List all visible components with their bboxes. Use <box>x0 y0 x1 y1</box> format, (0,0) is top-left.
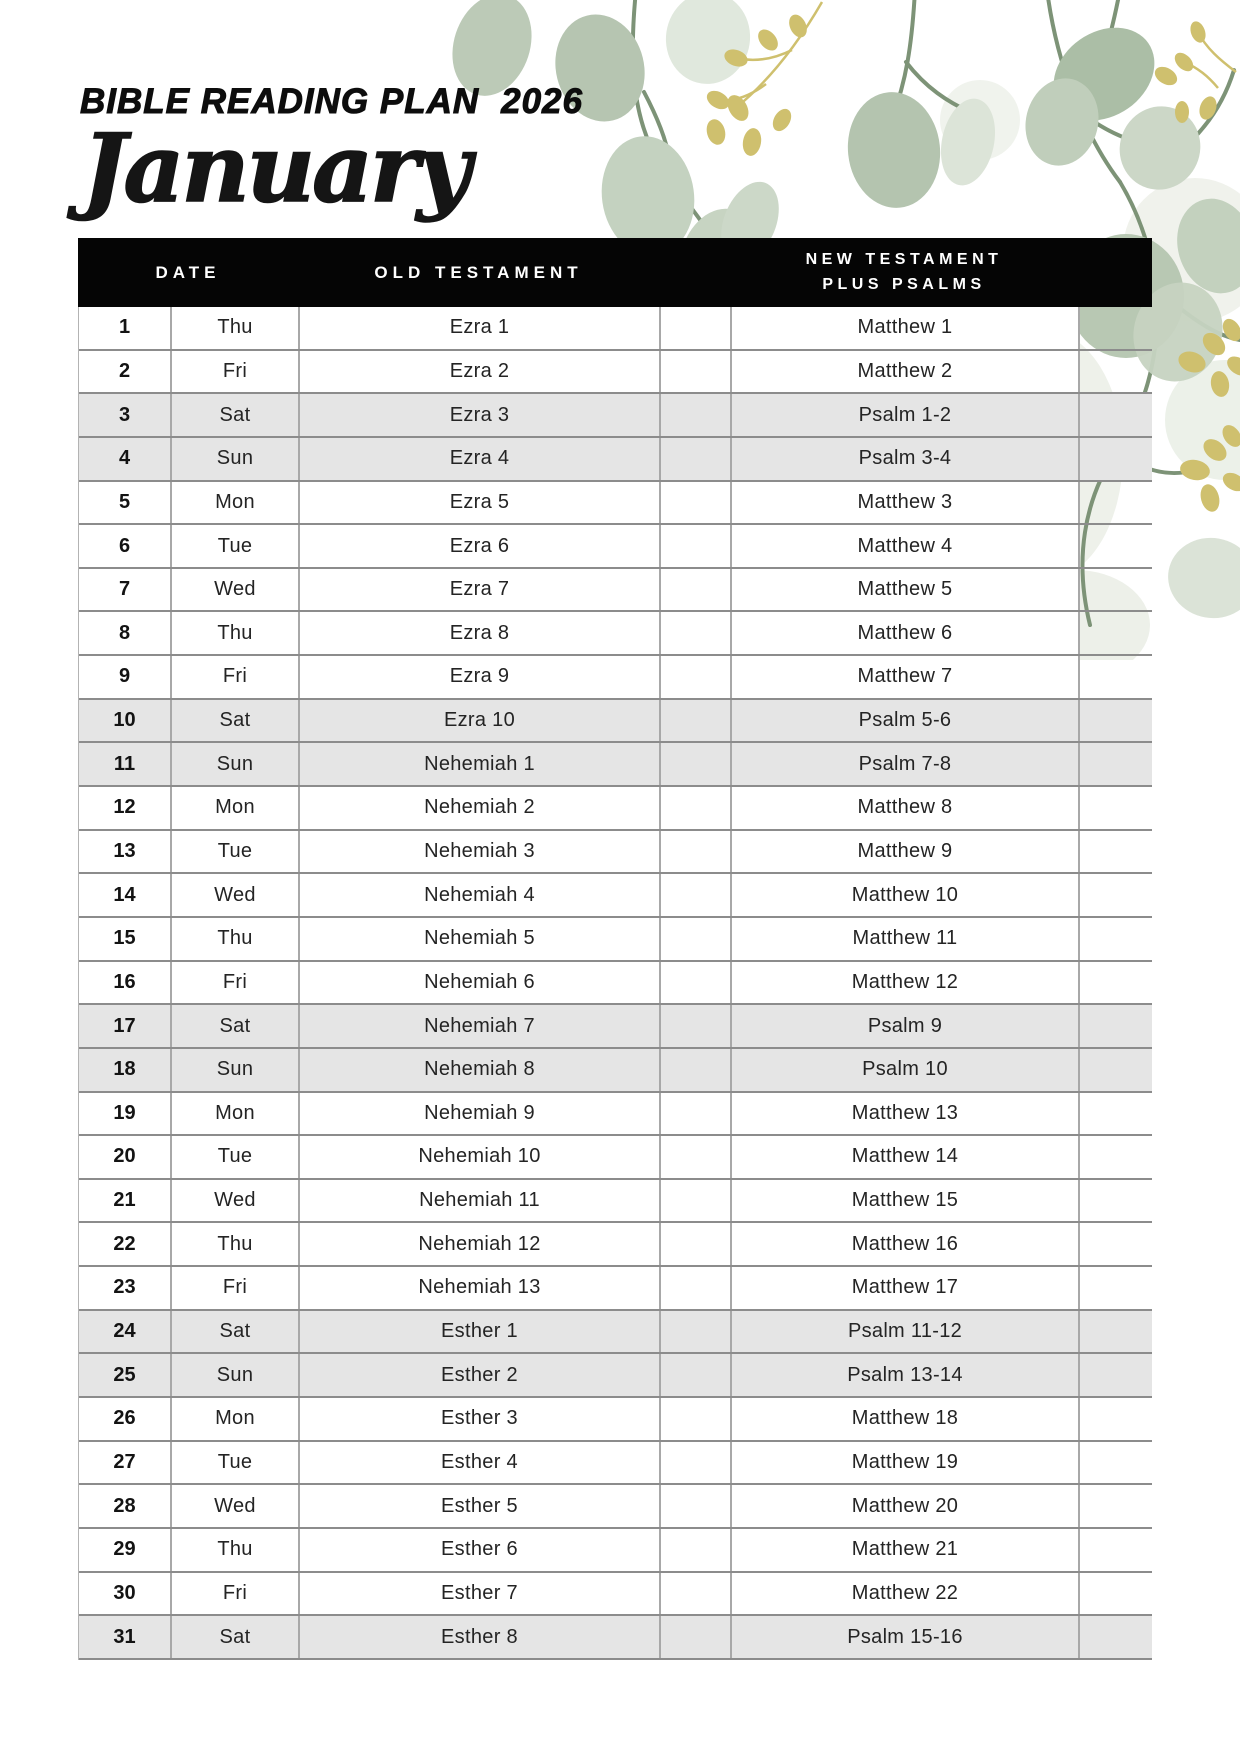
cell-old-testament: Esther 8 <box>298 1616 659 1658</box>
cell-new-testament: Psalm 3-4 <box>730 438 1078 480</box>
cell-new-testament: Psalm 7-8 <box>730 743 1078 785</box>
cell-blank <box>1078 351 1152 393</box>
cell-new-testament: Matthew 4 <box>730 525 1078 567</box>
cell-blank <box>1078 525 1152 567</box>
table-row <box>79 1267 1152 1311</box>
new-testament-header-line1: NEW TESTAMENT <box>805 250 1003 268</box>
cell-date-number: 7 <box>79 569 170 611</box>
cell-date-number: 1 <box>79 307 170 349</box>
table-header-row <box>78 238 1152 307</box>
table-row <box>79 787 1152 831</box>
cell-day: Wed <box>170 1485 298 1527</box>
cell-blank <box>1078 1529 1152 1571</box>
cell-blank <box>659 307 730 349</box>
cell-blank <box>1078 1616 1152 1658</box>
cell-blank <box>659 1573 730 1615</box>
cell-old-testament: Nehemiah 7 <box>298 1005 659 1047</box>
cell-old-testament: Ezra 5 <box>298 482 659 524</box>
cell-date-number: 28 <box>79 1485 170 1527</box>
table-row <box>79 482 1152 526</box>
cell-blank <box>1078 831 1152 873</box>
cell-blank <box>659 1049 730 1091</box>
cell-old-testament: Ezra 3 <box>298 394 659 436</box>
cell-blank <box>1078 918 1152 960</box>
cell-day: Fri <box>170 656 298 698</box>
cell-old-testament: Esther 4 <box>298 1442 659 1484</box>
table-row <box>79 1049 1152 1093</box>
cell-old-testament: Nehemiah 13 <box>298 1267 659 1309</box>
cell-day: Tue <box>170 1136 298 1178</box>
cell-blank <box>659 1311 730 1353</box>
cell-blank <box>1078 1267 1152 1309</box>
cell-date-number: 4 <box>79 438 170 480</box>
cell-date-number: 23 <box>79 1267 170 1309</box>
cell-blank <box>659 1354 730 1396</box>
table-row <box>79 1223 1152 1267</box>
cell-new-testament: Matthew 15 <box>730 1180 1078 1222</box>
new-testament-header-line2: PLUS PSALMS <box>822 275 986 293</box>
cell-old-testament: Ezra 10 <box>298 700 659 742</box>
cell-blank <box>1078 1398 1152 1440</box>
cell-new-testament: Matthew 6 <box>730 612 1078 654</box>
cell-blank <box>659 656 730 698</box>
month-title: January <box>82 114 469 224</box>
cell-blank <box>1078 1485 1152 1527</box>
table-row <box>79 918 1152 962</box>
cell-old-testament: Esther 3 <box>298 1398 659 1440</box>
table-row <box>79 1442 1152 1486</box>
cell-blank <box>1078 1573 1152 1615</box>
cell-blank <box>659 743 730 785</box>
column-header-old-testament: OLD TESTAMENT <box>374 262 583 282</box>
cell-blank <box>659 351 730 393</box>
table-row <box>79 1398 1152 1442</box>
table-row <box>79 1180 1152 1224</box>
cell-blank <box>659 1398 730 1440</box>
cell-new-testament: Matthew 14 <box>730 1136 1078 1178</box>
cell-blank <box>659 1485 730 1527</box>
cell-date-number: 22 <box>79 1223 170 1265</box>
cell-day: Sat <box>170 394 298 436</box>
cell-blank <box>659 1223 730 1265</box>
table-row <box>79 438 1152 482</box>
cell-new-testament: Matthew 22 <box>730 1573 1078 1615</box>
cell-blank <box>1078 656 1152 698</box>
cell-date-number: 31 <box>79 1616 170 1658</box>
table-body <box>78 307 1152 1660</box>
cell-new-testament: Matthew 20 <box>730 1485 1078 1527</box>
cell-blank <box>659 962 730 1004</box>
cell-blank <box>1078 482 1152 524</box>
plan-title-text: BIBLE READING PLAN <box>80 82 480 121</box>
cell-date-number: 12 <box>79 787 170 829</box>
cell-new-testament: Matthew 3 <box>730 482 1078 524</box>
cell-day: Fri <box>170 962 298 1004</box>
cell-new-testament: Matthew 16 <box>730 1223 1078 1265</box>
cell-date-number: 25 <box>79 1354 170 1396</box>
cell-date-number: 27 <box>79 1442 170 1484</box>
table-row <box>79 394 1152 438</box>
cell-new-testament: Matthew 8 <box>730 787 1078 829</box>
cell-new-testament: Matthew 10 <box>730 874 1078 916</box>
cell-date-number: 20 <box>79 1136 170 1178</box>
cell-old-testament: Esther 6 <box>298 1529 659 1571</box>
plan-year-text: 2026 <box>501 82 583 121</box>
cell-day: Sat <box>170 1005 298 1047</box>
cell-new-testament: Psalm 9 <box>730 1005 1078 1047</box>
cell-new-testament: Psalm 10 <box>730 1049 1078 1091</box>
cell-old-testament: Ezra 1 <box>298 307 659 349</box>
cell-date-number: 3 <box>79 394 170 436</box>
cell-date-number: 18 <box>79 1049 170 1091</box>
cell-day: Thu <box>170 918 298 960</box>
cell-old-testament: Ezra 9 <box>298 656 659 698</box>
table-row <box>79 1616 1152 1660</box>
cell-new-testament: Matthew 17 <box>730 1267 1078 1309</box>
cell-blank <box>1078 787 1152 829</box>
table-row <box>79 1093 1152 1137</box>
cell-old-testament: Esther 7 <box>298 1573 659 1615</box>
cell-new-testament: Matthew 11 <box>730 918 1078 960</box>
cell-day: Thu <box>170 612 298 654</box>
table-row <box>79 1354 1152 1398</box>
cell-day: Wed <box>170 569 298 611</box>
cell-old-testament: Ezra 2 <box>298 351 659 393</box>
cell-new-testament: Psalm 5-6 <box>730 700 1078 742</box>
cell-date-number: 8 <box>79 612 170 654</box>
cell-blank <box>659 1616 730 1658</box>
cell-new-testament: Matthew 1 <box>730 307 1078 349</box>
table-row <box>79 700 1152 744</box>
table-row <box>79 743 1152 787</box>
cell-old-testament: Nehemiah 5 <box>298 918 659 960</box>
cell-old-testament: Nehemiah 8 <box>298 1049 659 1091</box>
table-row <box>79 874 1152 918</box>
cell-blank <box>659 1005 730 1047</box>
cell-day: Mon <box>170 1093 298 1135</box>
cell-old-testament: Nehemiah 1 <box>298 743 659 785</box>
cell-day: Sun <box>170 743 298 785</box>
cell-old-testament: Esther 2 <box>298 1354 659 1396</box>
table-row <box>79 525 1152 569</box>
cell-day: Sun <box>170 1354 298 1396</box>
cell-date-number: 21 <box>79 1180 170 1222</box>
cell-day: Mon <box>170 787 298 829</box>
cell-day: Mon <box>170 1398 298 1440</box>
cell-blank <box>1078 743 1152 785</box>
cell-new-testament: Psalm 1-2 <box>730 394 1078 436</box>
cell-old-testament: Nehemiah 6 <box>298 962 659 1004</box>
cell-day: Fri <box>170 1267 298 1309</box>
cell-day: Sat <box>170 1311 298 1353</box>
cell-day: Thu <box>170 1223 298 1265</box>
cell-blank <box>659 525 730 567</box>
cell-blank <box>1078 307 1152 349</box>
cell-date-number: 5 <box>79 482 170 524</box>
cell-blank <box>659 482 730 524</box>
cell-new-testament: Psalm 13-14 <box>730 1354 1078 1396</box>
cell-blank <box>659 1267 730 1309</box>
cell-date-number: 10 <box>79 700 170 742</box>
cell-blank <box>1078 1442 1152 1484</box>
table-row <box>79 569 1152 613</box>
cell-blank <box>659 438 730 480</box>
cell-new-testament: Matthew 12 <box>730 962 1078 1004</box>
table-row <box>79 1136 1152 1180</box>
cell-new-testament: Matthew 13 <box>730 1093 1078 1135</box>
cell-blank <box>1078 962 1152 1004</box>
table-row <box>79 962 1152 1006</box>
cell-old-testament: Esther 1 <box>298 1311 659 1353</box>
cell-blank <box>659 918 730 960</box>
cell-day: Wed <box>170 1180 298 1222</box>
table-row <box>79 656 1152 700</box>
table-row <box>79 351 1152 395</box>
cell-blank <box>659 612 730 654</box>
cell-blank <box>1078 612 1152 654</box>
cell-day: Thu <box>170 307 298 349</box>
cell-day: Thu <box>170 1529 298 1571</box>
cell-blank <box>1078 1223 1152 1265</box>
table-row <box>79 831 1152 875</box>
table-row <box>79 1005 1152 1049</box>
cell-old-testament: Nehemiah 4 <box>298 874 659 916</box>
cell-blank <box>1078 394 1152 436</box>
cell-new-testament: Psalm 11-12 <box>730 1311 1078 1353</box>
cell-old-testament: Esther 5 <box>298 1485 659 1527</box>
cell-old-testament: Nehemiah 9 <box>298 1093 659 1135</box>
cell-old-testament: Ezra 4 <box>298 438 659 480</box>
cell-blank <box>1078 700 1152 742</box>
cell-day: Sat <box>170 1616 298 1658</box>
cell-blank <box>1078 569 1152 611</box>
cell-new-testament: Matthew 18 <box>730 1398 1078 1440</box>
table-row <box>79 1311 1152 1355</box>
cell-date-number: 2 <box>79 351 170 393</box>
cell-blank <box>1078 1354 1152 1396</box>
cell-day: Tue <box>170 525 298 567</box>
cell-blank <box>659 874 730 916</box>
cell-date-number: 13 <box>79 831 170 873</box>
cell-day: Wed <box>170 874 298 916</box>
table-row <box>79 307 1152 351</box>
cell-date-number: 9 <box>79 656 170 698</box>
cell-blank <box>659 1529 730 1571</box>
cell-date-number: 19 <box>79 1093 170 1135</box>
cell-day: Fri <box>170 1573 298 1615</box>
table-row <box>79 612 1152 656</box>
table-row <box>79 1529 1152 1573</box>
cell-new-testament: Matthew 5 <box>730 569 1078 611</box>
cell-blank <box>659 700 730 742</box>
cell-old-testament: Nehemiah 10 <box>298 1136 659 1178</box>
cell-day: Mon <box>170 482 298 524</box>
cell-date-number: 17 <box>79 1005 170 1047</box>
cell-blank <box>659 569 730 611</box>
cell-date-number: 15 <box>79 918 170 960</box>
cell-date-number: 26 <box>79 1398 170 1440</box>
cell-date-number: 6 <box>79 525 170 567</box>
cell-blank <box>659 1442 730 1484</box>
cell-day: Sun <box>170 438 298 480</box>
cell-date-number: 11 <box>79 743 170 785</box>
cell-old-testament: Nehemiah 3 <box>298 831 659 873</box>
cell-blank <box>1078 874 1152 916</box>
cell-blank <box>659 831 730 873</box>
cell-date-number: 24 <box>79 1311 170 1353</box>
table-row <box>79 1485 1152 1529</box>
cell-blank <box>659 787 730 829</box>
cell-blank <box>659 1180 730 1222</box>
cell-blank <box>659 1136 730 1178</box>
cell-new-testament: Matthew 19 <box>730 1442 1078 1484</box>
column-header-new-testament <box>730 248 1078 298</box>
table-row <box>79 1573 1152 1617</box>
cell-blank <box>1078 1093 1152 1135</box>
cell-blank <box>1078 1005 1152 1047</box>
cell-old-testament: Ezra 6 <box>298 525 659 567</box>
reading-plan-table <box>78 238 1152 1660</box>
cell-new-testament: Matthew 9 <box>730 831 1078 873</box>
cell-day: Sun <box>170 1049 298 1091</box>
cell-day: Fri <box>170 351 298 393</box>
cell-old-testament: Nehemiah 12 <box>298 1223 659 1265</box>
cell-blank <box>1078 1049 1152 1091</box>
cell-date-number: 30 <box>79 1573 170 1615</box>
cell-day: Tue <box>170 1442 298 1484</box>
cell-date-number: 16 <box>79 962 170 1004</box>
cell-date-number: 14 <box>79 874 170 916</box>
cell-old-testament: Ezra 7 <box>298 569 659 611</box>
column-header-date: DATE <box>155 262 221 282</box>
cell-new-testament: Matthew 21 <box>730 1529 1078 1571</box>
cell-blank <box>1078 1311 1152 1353</box>
cell-blank <box>1078 438 1152 480</box>
cell-old-testament: Ezra 8 <box>298 612 659 654</box>
cell-new-testament: Matthew 7 <box>730 656 1078 698</box>
cell-old-testament: Nehemiah 11 <box>298 1180 659 1222</box>
cell-blank <box>659 394 730 436</box>
cell-old-testament: Nehemiah 2 <box>298 787 659 829</box>
cell-new-testament: Psalm 15-16 <box>730 1616 1078 1658</box>
cell-blank <box>659 1093 730 1135</box>
cell-blank <box>1078 1136 1152 1178</box>
cell-new-testament: Matthew 2 <box>730 351 1078 393</box>
cell-date-number: 29 <box>79 1529 170 1571</box>
cell-blank <box>1078 1180 1152 1222</box>
cell-day: Tue <box>170 831 298 873</box>
cell-day: Sat <box>170 700 298 742</box>
title-block <box>80 82 583 224</box>
